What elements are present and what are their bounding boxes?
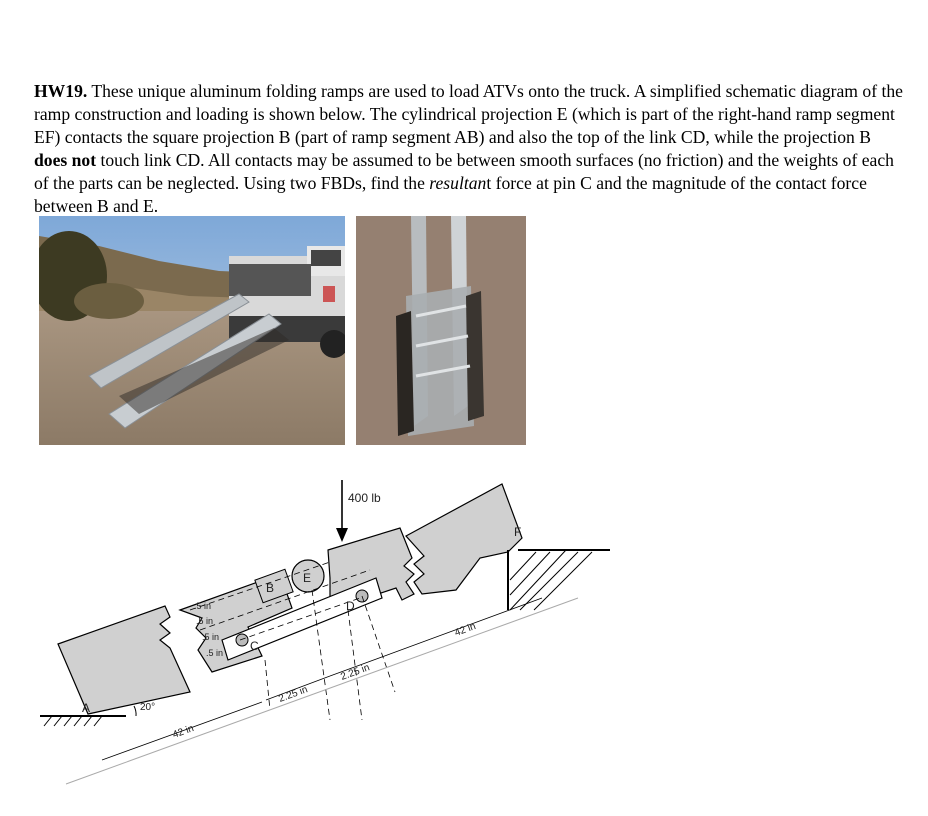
problem-text-1: These unique aluminum folding ramps are used to load ATVs onto the truck. A simplified schematic diagram of the ramp construction and loading is shown below. The cylindrical projection E (which is part of the right-hand ramp segment EF) contacts the square projection B (part of ramp segment AB) and also the top of the link CD, while the projection B [34, 81, 903, 147]
point-a-label: A [82, 701, 91, 715]
spacing-label-3: .5 in [202, 632, 220, 642]
point-b-label: B [266, 581, 275, 595]
folded-ramp-photo [356, 216, 526, 445]
angle-label: 20° [140, 702, 156, 713]
dim-left-label: 42 in [171, 723, 196, 741]
dim-mid-label-1: 2.25 in [277, 684, 310, 705]
problem-emphasis: does not [34, 150, 97, 170]
problem-text-3: t force at pin C and the magnitude of the contact force between B and E. [34, 173, 867, 216]
pin-c [236, 634, 248, 646]
spacing-label-2: .5 in [196, 616, 214, 626]
dim-right-label: 42 in [453, 621, 478, 639]
dim-mid-label-2: 2.25 in [339, 662, 372, 683]
problem-number: HW19. [34, 81, 88, 101]
problem-statement [34, 80, 904, 218]
spacing-label-4: .5 in [206, 648, 224, 658]
ramp-schematic [30, 470, 630, 810]
point-d-label: D [346, 599, 355, 613]
load-label: 400 lb [348, 491, 381, 505]
point-f-label: F [514, 525, 522, 539]
truck-ramps-photo [39, 216, 345, 445]
problem-text-2: touch link CD. All contacts may be assumed to be between smooth surfaces (no friction) and the weights of each of the parts can be neglected. Using two FBDs, find the [34, 150, 894, 193]
problem-italic-word: resultan [429, 173, 487, 193]
point-e-label: E [303, 571, 312, 585]
point-c-label: C [250, 639, 259, 653]
spacing-label-1: .5 in [194, 601, 212, 611]
